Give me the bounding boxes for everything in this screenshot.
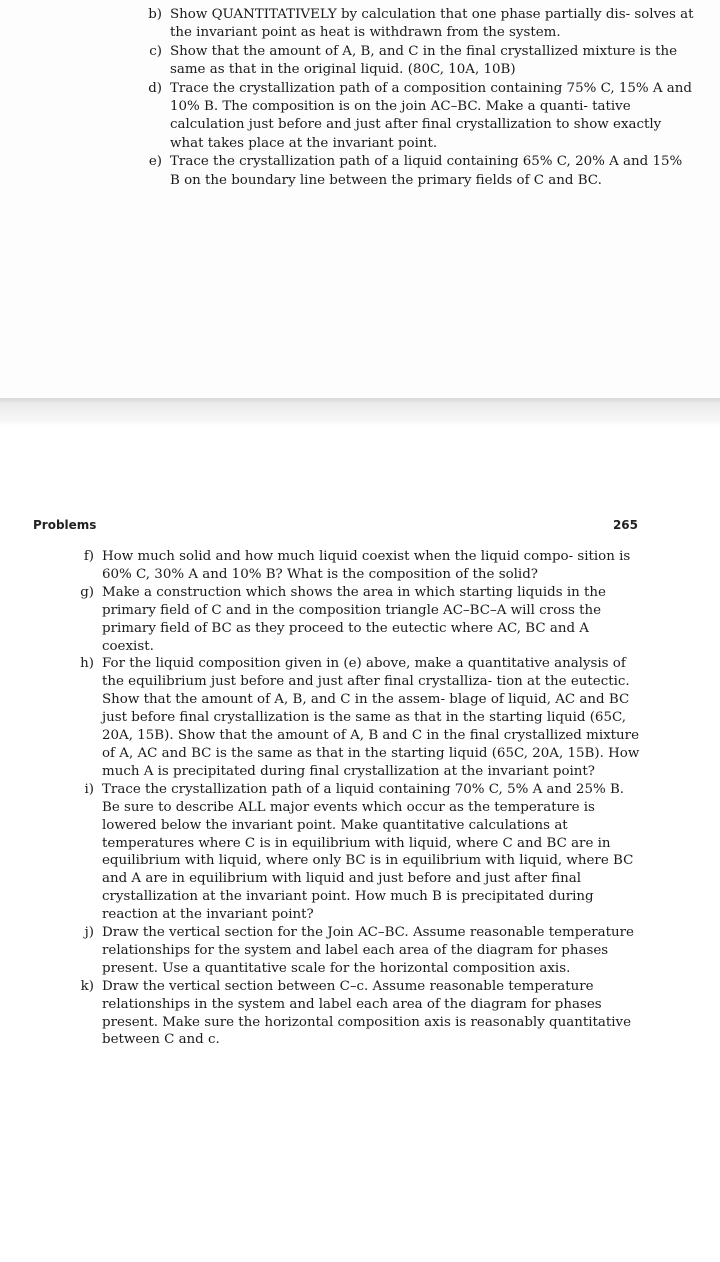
page-divider — [0, 398, 720, 426]
problem-item-c — [140, 43, 695, 80]
problem-list-bottom — [72, 548, 642, 1049]
problem-text: Trace the crystallization path of a liquid containing 65% C, 20% A and 15% B on the boundary line between the primary fields of C and BC. — [170, 154, 683, 188]
problem-label: h) — [80, 656, 94, 672]
problem-item-d — [140, 80, 695, 154]
page-number: 265 — [612, 518, 638, 532]
problem-label: i) — [84, 781, 94, 797]
problem-label: d) — [148, 80, 162, 96]
problem-item-b — [140, 6, 695, 43]
problem-label: f) — [83, 549, 94, 564]
problem-text: For the liquid composition given in (e) above, make a quantitative analysis of the equilibrium just before and just after final crystalliza- tion at the eutectic. Show that the amount of A, B, and C in the assem- blage of liquid, AC and BC just before final crystallization is the same as that in the starting liquid (65C, 20A, 15B). Show that the amount of A, B and C in the final crystallized mixture of A, AC and BC is the same as that in the starting liquid (65C, 20A, 15B). How much A is precipitated during final crystallization at the invariant point? — [102, 656, 640, 779]
problem-item-k — [72, 978, 642, 1050]
problem-item-i — [72, 781, 642, 924]
problem-item-f — [72, 548, 642, 584]
problem-list-top — [140, 6, 695, 190]
problem-label: k) — [80, 978, 94, 994]
problem-label: c) — [149, 43, 162, 59]
problem-label: e) — [148, 154, 162, 170]
problem-text: How much solid and how much liquid coexist when the liquid compo- sition is 60% C, 30% A and 10% B? What is the composition of the solid? — [102, 549, 631, 582]
problem-item-e — [140, 153, 695, 190]
problem-item-g — [72, 584, 642, 656]
page-top — [0, 0, 720, 398]
problem-item-j — [72, 924, 642, 978]
problem-text: Show QUANTITATIVELY by calculation that one phase partially dis- solves at the invariant point as heat is withdrawn from the system. — [170, 7, 694, 41]
problem-text: Draw the vertical section for the Join AC–BC. Assume reasonable temperature relationships for the system and label each area of the diagram for phases present. Use a quantitative scale for the horizontal composition axis. — [102, 925, 634, 976]
problem-label: j) — [84, 925, 94, 941]
section-title: Problems — [33, 518, 97, 532]
problem-label: g) — [80, 584, 94, 600]
problem-text: Trace the crystallization path of a composition containing 75% C, 15% A and 10% B. The composition is on the join AC–BC. Make a quanti- tative calculation just before and just after final crystallization to show exactly what takes place at the invariant point. — [170, 80, 692, 151]
problem-text: Draw the vertical section between C–c. Assume reasonable temperature relationships in the system and label each area of the diagram for phases present. Make sure the horizontal composition axis is reasonably quantitative between C and c. — [102, 978, 632, 1048]
problem-item-h — [72, 655, 642, 780]
problem-label: b) — [148, 7, 162, 22]
problem-text: Show that the amount of A, B, and C in the final crystallized mixture is the same as that in the original liquid. (80C, 10A, 10B) — [170, 43, 678, 78]
page-bottom — [0, 426, 720, 1262]
problem-text: Make a construction which shows the area in which starting liquids in the primary field of C and in the composition triangle AC–BC–A will cross the primary field of BC as they proceed to the eutectic where AC, BC and A coexist. — [102, 584, 606, 654]
problem-text: Trace the crystallization path of a liquid containing 70% C, 5% A and 25% B. Be sure to describe ALL major events which occur as the temperature is lowered below the invariant point. Make quantitative calculations at temperatures where C is in equilibrium with liquid, where C and BC are in equilibrium with liquid, where only BC is in equilibrium with liquid, where BC and A are in equilibrium with liquid and just before and just after final crystallization at the invariant point. How much B is precipitated during reaction at the invariant point? — [102, 781, 634, 923]
